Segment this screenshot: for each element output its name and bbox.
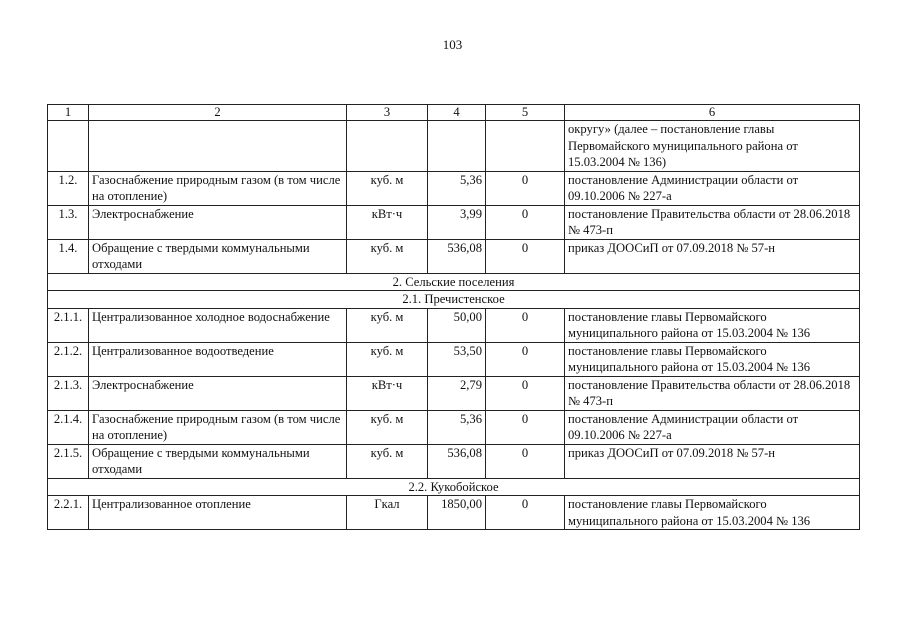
subsection-heading: 2.2. Кукобойское bbox=[48, 478, 860, 496]
table-row bbox=[48, 239, 860, 273]
table-cell bbox=[486, 121, 565, 172]
table-cell bbox=[347, 121, 428, 172]
row-number: 1.3. bbox=[48, 205, 89, 239]
row-number: 1.2. bbox=[48, 171, 89, 205]
tariff-table bbox=[47, 104, 860, 530]
section-row bbox=[48, 273, 860, 291]
value-cell: 5,36 bbox=[428, 410, 486, 444]
zero-cell: 0 bbox=[486, 239, 565, 273]
service-name: Электроснабжение bbox=[89, 205, 347, 239]
service-name: Централизованное водоотведение bbox=[89, 342, 347, 376]
value-cell: 3,99 bbox=[428, 205, 486, 239]
value-cell: 53,50 bbox=[428, 342, 486, 376]
zero-cell: 0 bbox=[486, 444, 565, 478]
zero-cell: 0 bbox=[486, 342, 565, 376]
row-number: 2.1.1. bbox=[48, 308, 89, 342]
unit-cell: кВт·ч bbox=[347, 205, 428, 239]
header-cell: 1 bbox=[48, 105, 89, 121]
table-row bbox=[48, 376, 860, 410]
document-cell: постановление Правительства области от 28.06.2018 № 473-п bbox=[565, 205, 860, 239]
row-number: 2.1.4. bbox=[48, 410, 89, 444]
table-row bbox=[48, 496, 860, 530]
zero-cell: 0 bbox=[486, 376, 565, 410]
unit-cell: куб. м bbox=[347, 239, 428, 273]
zero-cell: 0 bbox=[486, 171, 565, 205]
document-cell: приказ ДООСиП от 07.09.2018 № 57-н bbox=[565, 239, 860, 273]
zero-cell: 0 bbox=[486, 205, 565, 239]
header-cell: 5 bbox=[486, 105, 565, 121]
table-row bbox=[48, 444, 860, 478]
table-row bbox=[48, 342, 860, 376]
table-cell bbox=[89, 121, 347, 172]
service-name: Обращение с твердыми коммунальными отходами bbox=[89, 444, 347, 478]
row-number: 2.1.5. bbox=[48, 444, 89, 478]
value-cell: 2,79 bbox=[428, 376, 486, 410]
unit-cell: куб. м bbox=[347, 308, 428, 342]
continuation-row bbox=[48, 121, 860, 172]
value-cell: 50,00 bbox=[428, 308, 486, 342]
service-name: Централизованное холодное водоснабжение bbox=[89, 308, 347, 342]
service-name: Централизованное отопление bbox=[89, 496, 347, 530]
subsection-heading: 2.1. Пречистенское bbox=[48, 291, 860, 309]
zero-cell: 0 bbox=[486, 410, 565, 444]
zero-cell: 0 bbox=[486, 496, 565, 530]
unit-cell: куб. м bbox=[347, 171, 428, 205]
subsection-row bbox=[48, 291, 860, 309]
unit-cell: куб. м bbox=[347, 342, 428, 376]
row-number: 2.2.1. bbox=[48, 496, 89, 530]
section-heading: 2. Сельские поселения bbox=[48, 273, 860, 291]
row-number: 1.4. bbox=[48, 239, 89, 273]
document-cell: постановление Администрации области от 09.10.2006 № 227-а bbox=[565, 410, 860, 444]
unit-cell: кВт·ч bbox=[347, 376, 428, 410]
unit-cell: куб. м bbox=[347, 410, 428, 444]
document-cell: постановление главы Первомайского муниципального района от 15.03.2004 № 136 bbox=[565, 342, 860, 376]
table-cell bbox=[48, 121, 89, 172]
page-number: 103 bbox=[442, 37, 463, 52]
table-row bbox=[48, 410, 860, 444]
service-name: Газоснабжение природным газом (в том числе на отопление) bbox=[89, 410, 347, 444]
service-name: Электроснабжение bbox=[89, 376, 347, 410]
document-cell: постановление главы Первомайского муниципального района от 15.03.2004 № 136 bbox=[565, 308, 860, 342]
document-cell: постановление главы Первомайского муниципального района от 15.03.2004 № 136 bbox=[565, 496, 860, 530]
table-cell bbox=[428, 121, 486, 172]
row-number: 2.1.2. bbox=[48, 342, 89, 376]
table-row bbox=[48, 308, 860, 342]
unit-cell: Гкал bbox=[347, 496, 428, 530]
value-cell: 5,36 bbox=[428, 171, 486, 205]
unit-cell: куб. м bbox=[347, 444, 428, 478]
value-cell: 536,08 bbox=[428, 444, 486, 478]
column-number-row bbox=[48, 105, 860, 121]
header-cell: 6 bbox=[565, 105, 860, 121]
document-cell: округу» (далее – постановление главы Первомайского муниципального района от 15.03.2004 № 136) bbox=[565, 121, 860, 172]
document-cell: постановление Правительства области от 28.06.2018 № 473-п bbox=[565, 376, 860, 410]
table-row bbox=[48, 205, 860, 239]
header-cell: 4 bbox=[428, 105, 486, 121]
service-name: Обращение с твердыми коммунальными отходами bbox=[89, 239, 347, 273]
subsection-row bbox=[48, 478, 860, 496]
header-cell: 2 bbox=[89, 105, 347, 121]
value-cell: 536,08 bbox=[428, 239, 486, 273]
zero-cell: 0 bbox=[486, 308, 565, 342]
row-number: 2.1.3. bbox=[48, 376, 89, 410]
service-name: Газоснабжение природным газом (в том числе на отопление) bbox=[89, 171, 347, 205]
document-cell: постановление Администрации области от 09.10.2006 № 227-а bbox=[565, 171, 860, 205]
table-row bbox=[48, 171, 860, 205]
document-cell: приказ ДООСиП от 07.09.2018 № 57-н bbox=[565, 444, 860, 478]
value-cell: 1850,00 bbox=[428, 496, 486, 530]
header-cell: 3 bbox=[347, 105, 428, 121]
